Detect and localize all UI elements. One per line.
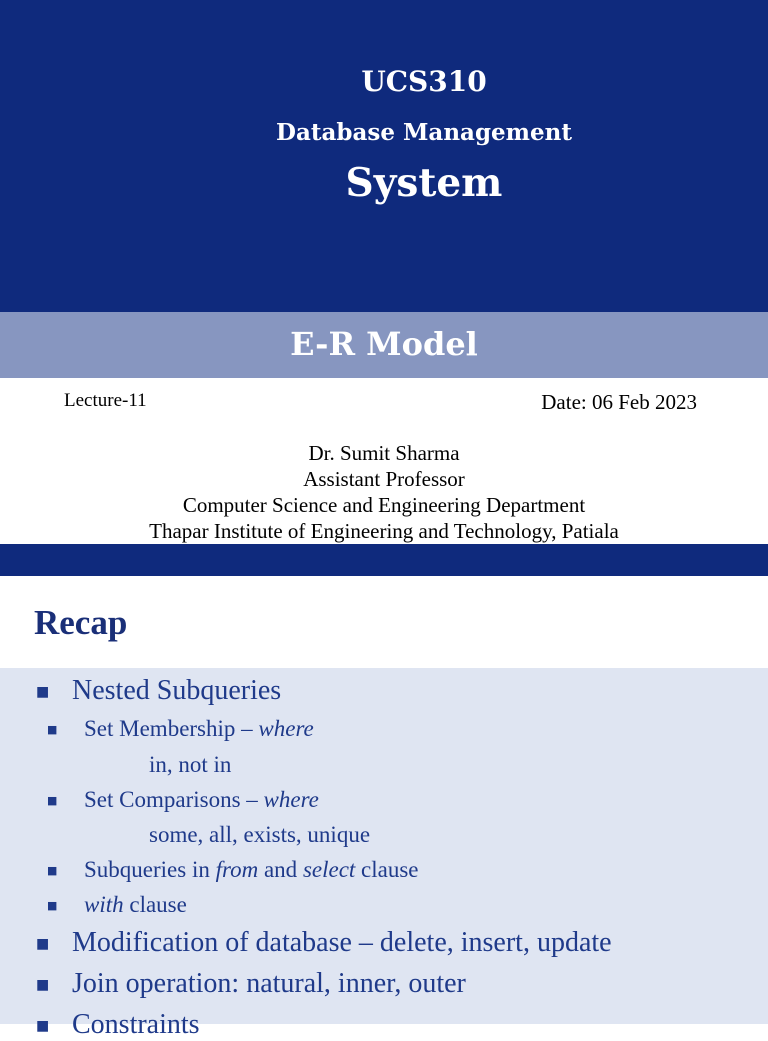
square-bullet-icon: ■ <box>47 723 58 736</box>
recap-item-constraints: Constraints <box>72 1009 200 1040</box>
square-bullet-icon: ■ <box>36 936 50 952</box>
square-bullet-icon: ■ <box>47 794 58 807</box>
square-bullet-icon: ■ <box>36 977 50 993</box>
author-department: Computer Science and Engineering Department <box>182 493 586 517</box>
author-designation: Assistant Professor <box>303 467 465 491</box>
lecture-date: Date: 06 Feb 2023 <box>541 390 697 414</box>
recap-item-set-membership: Set Membership – where <box>84 716 314 741</box>
square-bullet-icon: ■ <box>36 684 50 700</box>
lecture-topic: E-R Model <box>290 325 478 363</box>
title-bottom-band <box>0 544 768 576</box>
square-bullet-icon: ■ <box>47 899 58 912</box>
square-bullet-icon: ■ <box>36 1018 50 1034</box>
lecture-number: Lecture-11 <box>64 390 147 411</box>
recap-item-subqueries: Subqueries in from and select clause <box>84 857 419 882</box>
author-name: Dr. Sumit Sharma <box>308 441 460 465</box>
recap-heading: Recap <box>34 603 128 642</box>
author-block <box>0 440 768 544</box>
square-bullet-icon: ■ <box>47 864 58 877</box>
course-code: UCS310 <box>361 65 487 98</box>
recap-item-modification: Modification of database – delete, insert, update <box>72 927 612 958</box>
course-name-line2: System <box>345 160 503 206</box>
author-institute: Thapar Institute of Engineering and Technology, Patiala <box>149 519 619 543</box>
recap-item-set-comparisons: Set Comparisons – where <box>84 787 319 812</box>
recap-item-with-clause: with clause <box>84 892 187 917</box>
set-membership-operators: in, not in <box>149 752 232 777</box>
course-name-line1: Database Management <box>276 119 572 146</box>
course-title <box>0 56 768 209</box>
recap-item-nested-subqueries: Nested Subqueries <box>72 675 282 706</box>
set-comparisons-operators: some, all, exists, unique <box>149 822 371 847</box>
recap-item-join: Join operation: natural, inner, outer <box>72 968 466 999</box>
